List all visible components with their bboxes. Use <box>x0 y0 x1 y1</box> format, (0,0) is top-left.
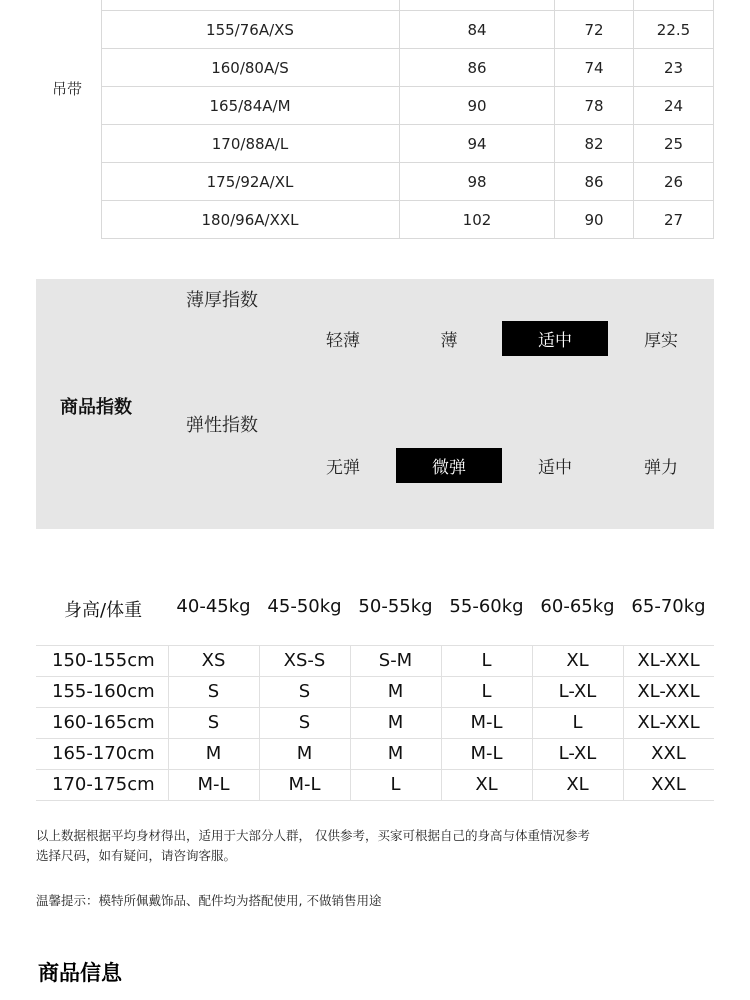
group-label: 吊带 <box>52 80 83 98</box>
size-table-cell: 78 <box>555 87 634 125</box>
recommended-size-cell: L-XL <box>558 681 597 702</box>
weight-header: 55-60kg <box>449 596 524 617</box>
recommended-size-cell: XXL <box>651 743 686 764</box>
size-table-cell: 94 <box>400 125 555 163</box>
elasticity-option-1: 微弹 <box>396 448 502 483</box>
table-cell-stub <box>101 0 400 11</box>
recommended-size-cell: M-L <box>470 712 503 733</box>
height-row-label: 155-160cm <box>52 681 155 702</box>
thickness-index-label: 薄厚指数 <box>186 290 258 311</box>
warm-tip: 温馨提示：模特所佩戴饰品、配件均为搭配使用, 不做销售用途 <box>36 893 382 908</box>
recommended-size-cell: S <box>298 681 311 702</box>
recommended-size-cell: XL-XXL <box>637 681 700 702</box>
size-table-cell: 86 <box>400 49 555 87</box>
elasticity-index-label: 弹性指数 <box>186 415 258 436</box>
recommended-size-cell: XL <box>566 774 589 795</box>
disclaimer-line-1: 以上数据根据平均身材得出，适用于大部分人群， 仅供参考，买家可根据自己的身高与体重情况参考 <box>36 828 590 843</box>
size-table-cell: 86 <box>555 163 634 201</box>
weight-header: 45-50kg <box>267 596 342 617</box>
elasticity-option-3: 弹力 <box>644 458 678 478</box>
table-cell-stub <box>400 0 555 11</box>
recommended-size-cell: L <box>390 774 401 795</box>
size-table-cell: 165/84A/M <box>101 87 400 125</box>
size-table-cell: 155/76A/XS <box>101 11 400 49</box>
size-table-cell: 74 <box>555 49 634 87</box>
recommended-size-cell: S <box>207 681 220 702</box>
recommended-size-cell: M <box>296 743 313 764</box>
table-cell-stub <box>555 0 634 11</box>
recommended-size-cell: XL <box>566 650 589 671</box>
recommended-size-cell: M <box>387 681 404 702</box>
elasticity-option-0: 无弹 <box>326 458 360 478</box>
size-table-cell: 84 <box>400 11 555 49</box>
recommended-size-cell: M-L <box>197 774 230 795</box>
weight-header: 65-70kg <box>631 596 706 617</box>
size-table-cell: 22.5 <box>634 11 714 49</box>
size-table <box>0 0 750 240</box>
recommended-size-cell: XL-XXL <box>637 712 700 733</box>
recommended-size-cell: XL <box>475 774 498 795</box>
recommended-size-cell: XS-S <box>283 650 326 671</box>
size-table-cell: 26 <box>634 163 714 201</box>
size-table-cell: 180/96A/XXL <box>101 201 400 239</box>
recommended-size-cell: S <box>207 712 220 733</box>
recommended-size-cell: L <box>481 650 492 671</box>
size-table-cell: 102 <box>400 201 555 239</box>
thickness-option-2: 适中 <box>502 321 608 356</box>
recommended-size-cell: L <box>481 681 492 702</box>
recommended-size-cell: L-XL <box>558 743 597 764</box>
size-table-cell: 24 <box>634 87 714 125</box>
height-row-label: 160-165cm <box>52 712 155 733</box>
height-row-label: 170-175cm <box>52 774 155 795</box>
size-table-cell: 90 <box>400 87 555 125</box>
recommended-size-cell: S-M <box>378 650 413 671</box>
recommended-size-cell: M-L <box>470 743 503 764</box>
thickness-option-1: 薄 <box>440 331 458 351</box>
height-weight-corner-label: 身高/体重 <box>64 600 143 621</box>
recommended-size-cell: M-L <box>288 774 321 795</box>
section-title-product-info: 商品信息 <box>38 961 122 985</box>
size-table-cell: 90 <box>555 201 634 239</box>
weight-header: 50-55kg <box>358 596 433 617</box>
size-table-cell: 72 <box>555 11 634 49</box>
disclaimer-text <box>36 826 590 866</box>
table-divider <box>36 800 714 801</box>
size-table-cell: 23 <box>634 49 714 87</box>
recommended-size-cell: M <box>205 743 222 764</box>
recommended-size-cell: L <box>572 712 583 733</box>
recommended-size-cell: XS <box>201 650 226 671</box>
size-table-cell: 25 <box>634 125 714 163</box>
table-cell-stub <box>634 0 714 11</box>
disclaimer-line-2: 选择尺码，如有疑问，请咨询客服。 <box>36 848 237 863</box>
recommended-size-cell: S <box>298 712 311 733</box>
recommended-size-cell: M <box>387 712 404 733</box>
weight-header: 40-45kg <box>176 596 251 617</box>
size-table-cell: 175/92A/XL <box>101 163 400 201</box>
size-table-cell: 82 <box>555 125 634 163</box>
size-table-cell: 170/88A/L <box>101 125 400 163</box>
product-index-panel <box>36 279 714 529</box>
weight-header: 60-65kg <box>540 596 615 617</box>
recommended-size-cell: XL-XXL <box>637 650 700 671</box>
product-index-title: 商品指数 <box>60 397 132 418</box>
size-table-cell: 160/80A/S <box>101 49 400 87</box>
elasticity-option-2: 适中 <box>538 458 572 478</box>
size-table-cell: 98 <box>400 163 555 201</box>
height-row-label: 165-170cm <box>52 743 155 764</box>
thickness-option-0: 轻薄 <box>326 331 360 351</box>
height-row-label: 150-155cm <box>52 650 155 671</box>
recommended-size-cell: XXL <box>651 774 686 795</box>
size-table-cell: 27 <box>634 201 714 239</box>
thickness-option-3: 厚实 <box>644 331 678 351</box>
recommended-size-cell: M <box>387 743 404 764</box>
